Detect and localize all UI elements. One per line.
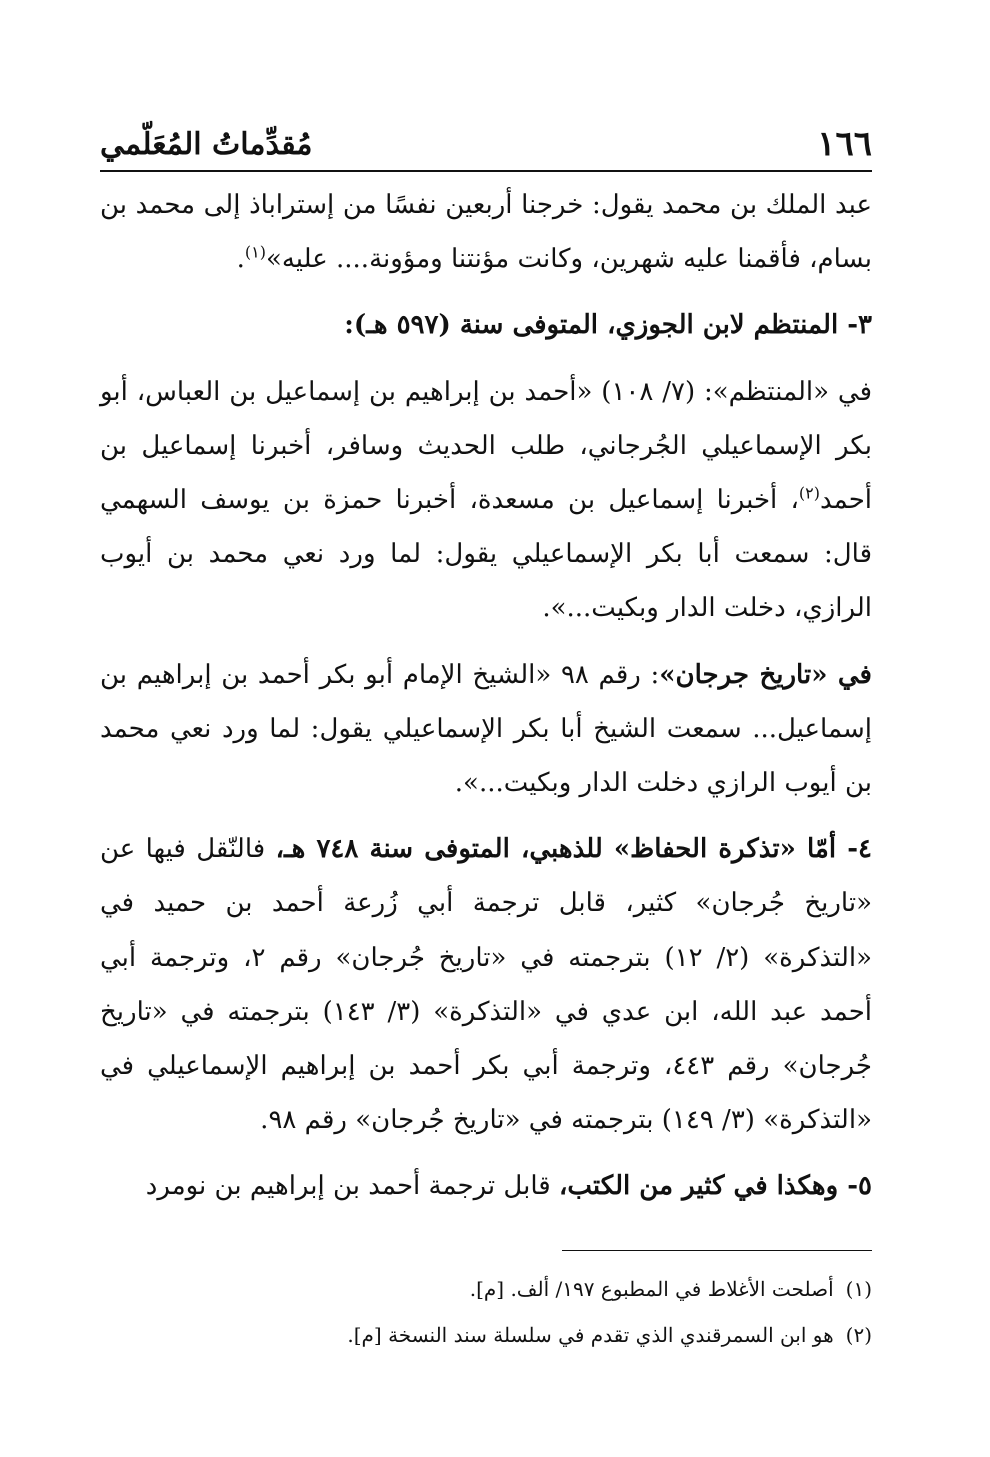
paragraph-4-text: فالنّقل فيها عن «تاريخ جُرجان» كثير، قابل ترجمة أبي زُرعة أحمد بن حميد في «التذكرة» (٢/ ١٢) بترجمته في «تاريخ جُرجان» رقم ٢، وترجمة أبي أحمد عبد الله، ابن عدي في «التذكرة» (٣/ ١٤٣) بترجمته في «تاريخ جُرجان» رقم ٤٤٣، وترجمة أبي بكر أحمد بن إبراهيم الإسماعيلي في «التذكرة» (٣/ ١٤٩) بترجمته في «تاريخ جُرجان» رقم ٩٨. — [100, 834, 872, 1136]
section-heading-5: ٥- وهكذا في كثير من الكتب، — [558, 1171, 872, 1202]
footnote-ref-1[interactable]: (١) — [244, 242, 266, 262]
paragraph-2 — [100, 365, 872, 636]
paragraph-4 — [100, 822, 872, 1147]
footnote-number: (١) — [845, 1277, 872, 1301]
footnote-text: هو ابن السمرقندي الذي تقدم في سلسلة سند النسخة [م]. — [347, 1323, 834, 1347]
paragraph-5-text: قابل ترجمة أحمد بن إبراهيم بن نومرد — [145, 1171, 559, 1202]
paragraph-1 — [100, 178, 872, 286]
footnote-text: أصلحت الأغلاط في المطبوع ١٩٧/ ألف. [م]. — [469, 1277, 834, 1301]
footnote-number: (٢) — [845, 1323, 872, 1347]
running-title: مُقدِّماتُ المُعَلّمي — [100, 126, 313, 162]
footnotes — [100, 1266, 872, 1358]
footnote-1 — [100, 1266, 872, 1312]
paragraph-2-text-a: في «المنتظم»: (٧/ ١٠٨) «أحمد بن إبراهيم بن إسماعيل بن العباس، أبو بكر الإسماعيلي الجُرجاني، طلب الحديث وسافر، أخبرنا إسماعيل بن أحمد — [100, 376, 873, 516]
paragraph-1-end: . — [236, 244, 245, 275]
paragraph-1-text: عبد الملك بن محمد يقول: خرجنا أربعين نفسًا من إستراباذ إلى محمد بن بسام، فأقمنا عليه شهرين، وكانت مؤنتنا ومؤونة.... عليه» — [100, 190, 872, 275]
paragraph-3 — [100, 648, 872, 811]
page-header — [100, 118, 872, 172]
paragraph-5 — [100, 1159, 872, 1213]
footnote-2 — [100, 1312, 872, 1358]
paragraph-2-text-b: ، أخبرنا إسماعيل بن مسعدة، أخبرنا حمزة بن يوسف السهمي قال: سمعت أبا بكر الإسماعيلي يقول: لما ورد نعي محمد بن أيوب الرازي، دخلت الدار وبكيت...». — [100, 485, 872, 624]
section-heading-3: ٣- المنتظم لابن الجوزي، المتوفى سنة (٥٩٧ هـ): — [344, 310, 872, 341]
paragraph-3-text: : رقم ٩٨ «الشيخ الإمام أبو بكر أحمد بن إبراهيم بن إسماعيل... سمعت الشيخ أبا بكر الإسماعيلي يقول: لما ورد نعي محمد بن أيوب الرازي دخلت الدار وبكيت...». — [100, 659, 872, 799]
footnote-divider — [562, 1250, 872, 1251]
page-number: ١٦٦ — [817, 124, 872, 164]
footnote-ref-2[interactable]: (٢) — [798, 483, 821, 503]
paragraph-3-lead: في «تاريخ جرجان» — [659, 659, 872, 690]
body-text — [100, 178, 872, 1214]
section-heading-4: ٤- أمّا «تذكرة الحفاظ» للذهبي، المتوفى سنة ٧٤٨ هـ، — [275, 834, 872, 865]
